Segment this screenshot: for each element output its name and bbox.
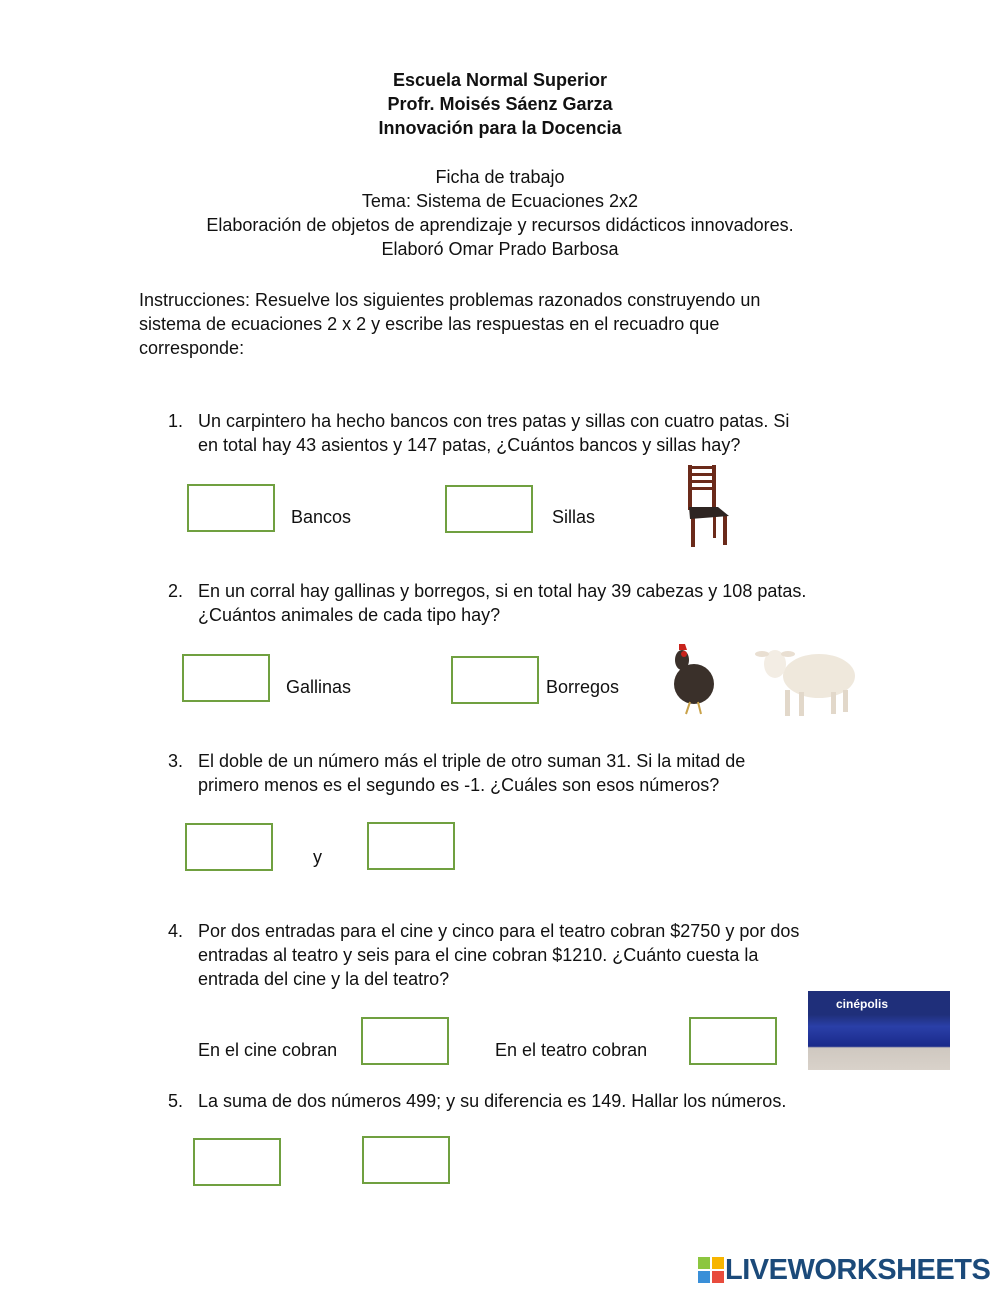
- school-title: Escuela Normal Superior: [392, 70, 608, 90]
- question-line: La suma de dos números 499; y su diferencia es 149. Hallar los números.: [198, 1091, 787, 1111]
- question-4: [198, 919, 878, 991]
- answer-box-teatro[interactable]: [689, 1017, 777, 1065]
- worksheet-label: Ficha de trabajo: [435, 167, 565, 187]
- subtitle: Elaboración de objetos de aprendizaje y recursos didácticos innovadores.: [206, 215, 794, 235]
- instructions: [139, 288, 760, 360]
- question-line: ¿Cuántos animales de cada tipo hay?: [198, 605, 501, 625]
- question-3: [198, 749, 878, 797]
- course-title: Innovación para la Docencia: [378, 118, 622, 138]
- label-borregos: Borregos: [546, 677, 620, 697]
- question-line: entrada del cine y la del teatro?: [198, 969, 450, 989]
- cinema-image: [808, 991, 950, 1070]
- school-name: Profr. Moisés Sáenz Garza: [387, 94, 613, 114]
- question-1: [198, 409, 878, 457]
- answer-box-bancos[interactable]: [187, 484, 275, 532]
- question-2: [198, 579, 878, 627]
- label-teatro: En el teatro cobran: [495, 1040, 648, 1060]
- answer-box-number-a[interactable]: [193, 1138, 281, 1186]
- answer-box-number-b[interactable]: [362, 1136, 450, 1184]
- answer-box-borregos[interactable]: [451, 656, 539, 704]
- question-line: entradas al teatro y seis para el cine cobran $1210. ¿Cuánto cuesta la: [198, 945, 759, 965]
- author: Elaboró Omar Prado Barbosa: [381, 239, 619, 259]
- answer-box-second-number[interactable]: [367, 822, 455, 870]
- label-sillas: Sillas: [552, 507, 596, 527]
- question-number: 2.: [168, 581, 184, 601]
- liveworksheets-logo: [698, 1254, 991, 1286]
- question-number: 5.: [168, 1091, 184, 1111]
- question-line: primero menos es el segundo es -1. ¿Cuáles son esos números?: [198, 775, 720, 795]
- question-number: 1.: [168, 411, 184, 431]
- answer-box-sillas[interactable]: [445, 485, 533, 533]
- logo-text: LIVEWORKSHEETS: [725, 1254, 991, 1286]
- label-bancos: Bancos: [291, 507, 352, 527]
- question-line: en total hay 43 asientos y 147 patas, ¿Cuántos bancos y sillas hay?: [198, 435, 741, 455]
- answer-box-first-number[interactable]: [185, 823, 273, 871]
- instructions-line: corresponde:: [139, 338, 245, 358]
- question-line: Por dos entradas para el cine y cinco para el teatro cobran $2750 y por dos: [198, 921, 800, 941]
- cinema-sign: cinépolis: [836, 997, 889, 1011]
- answer-box-cine[interactable]: [361, 1017, 449, 1065]
- question-number: 4.: [168, 921, 184, 941]
- question-line: En un corral hay gallinas y borregos, si en total hay 39 cabezas y 108 patas.: [198, 581, 807, 601]
- question-5: [198, 1089, 878, 1113]
- instructions-line: Instrucciones: Resuelve los siguientes problemas razonados construyendo un: [139, 290, 761, 310]
- hen-image: [668, 640, 718, 716]
- label-gallinas: Gallinas: [286, 677, 352, 697]
- question-number: 3.: [168, 751, 184, 771]
- label-cine: En el cine cobran: [198, 1040, 338, 1060]
- instructions-line: sistema de ecuaciones 2 x 2 y escribe las respuestas en el recuadro que: [139, 314, 720, 334]
- chair-image: [686, 463, 732, 548]
- topic: Tema: Sistema de Ecuaciones 2x2: [361, 191, 639, 211]
- question-line: Un carpintero ha hecho bancos con tres patas y sillas con cuatro patas. Si: [198, 411, 790, 431]
- question-line: El doble de un número más el triple de otro suman 31. Si la mitad de: [198, 751, 746, 771]
- answer-box-gallinas[interactable]: [182, 654, 270, 702]
- label-y: y: [313, 847, 322, 867]
- logo-mark-icon: [698, 1257, 724, 1283]
- sheep-image: [755, 642, 859, 722]
